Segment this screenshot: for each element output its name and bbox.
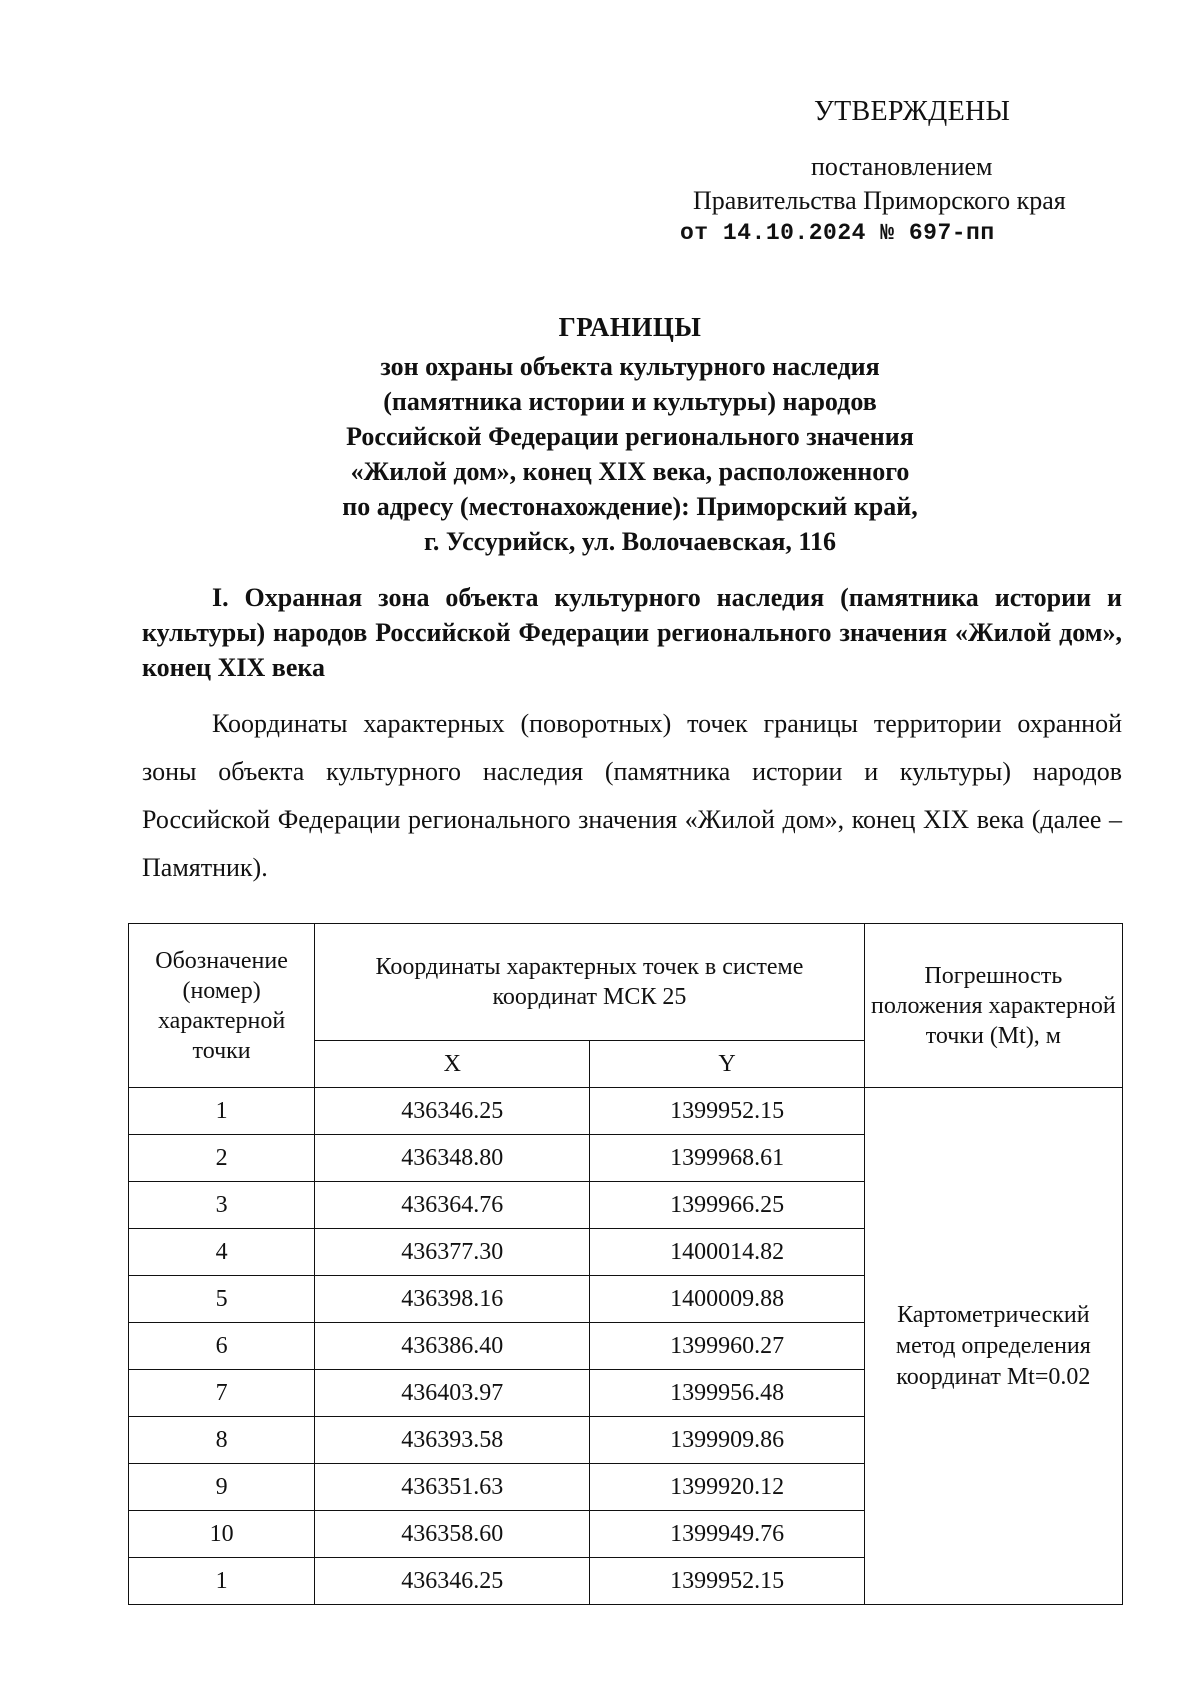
decree-date-number: от 14.10.2024 № 697-пп [680,220,995,246]
cell-x: 436377.30 [315,1229,590,1276]
cell-point: 1 [129,1088,315,1135]
cell-point: 1 [129,1558,315,1605]
cell-point: 3 [129,1182,315,1229]
cell-x: 436351.63 [315,1464,590,1511]
cell-point: 7 [129,1370,315,1417]
cell-x: 436346.25 [315,1558,590,1605]
table-row [129,1088,1123,1135]
cell-x: 436393.58 [315,1417,590,1464]
cell-y: 1400014.82 [590,1229,864,1276]
cell-y: 1399966.25 [590,1182,864,1229]
cell-y: 1399968.61 [590,1135,864,1182]
coordinates-table [128,923,1123,1605]
cell-x: 436386.40 [315,1323,590,1370]
cell-point: 10 [129,1511,315,1558]
approved-label: УТВЕРЖДЕНЫ [814,96,1011,127]
cell-point: 5 [129,1276,315,1323]
government-label: Правительства Приморского края [693,186,1066,215]
cell-x: 436403.97 [315,1370,590,1417]
cell-point: 9 [129,1464,315,1511]
header-x: X [315,1041,590,1088]
cell-y: 1400009.88 [590,1276,864,1323]
header-error: Погрешность положения характерной точки (Mt), м [864,924,1122,1088]
decree-label: постановлением [811,152,993,181]
intro-paragraph: Координаты характерных (поворотных) точек границы территории охранной зоны объекта культурного наследия (памятника истории и культуры) народов Российской Федерации регионального значения «Жилой дом», конец XIX века (далее – Памятник). [142,709,1122,882]
title-line: «Жилой дом», конец XIX века, расположенного [350,457,910,486]
cell-x: 436348.80 [315,1135,590,1182]
cell-point: 8 [129,1417,315,1464]
cell-x: 436398.16 [315,1276,590,1323]
cell-x: 436364.76 [315,1182,590,1229]
cell-x: 436358.60 [315,1511,590,1558]
title-line: (памятника истории и культуры) народов [383,387,877,416]
cell-y: 1399960.27 [590,1323,864,1370]
title-line: зон охраны объекта культурного наследия [380,352,880,381]
cell-y: 1399949.76 [590,1511,864,1558]
cell-x: 436346.25 [315,1088,590,1135]
title-line: по адресу (местонахождение): Приморский край, [342,492,918,521]
header-y: Y [590,1041,864,1088]
document-title: ГРАНИЦЫ [558,312,702,342]
title-line: Российской Федерации регионального значения [346,422,914,451]
cell-y: 1399952.15 [590,1088,864,1135]
cell-point: 6 [129,1323,315,1370]
header-coordinates: Координаты характерных точек в системе координат МСК 25 [315,924,865,1041]
cell-y: 1399920.12 [590,1464,864,1511]
cell-y: 1399909.86 [590,1417,864,1464]
cell-point: 4 [129,1229,315,1276]
document-title-block [140,310,1120,559]
cell-method: Картометрический метод определения координат Mt=0.02 [864,1088,1122,1605]
title-line: г. Уссурийск, ул. Волочаевская, 116 [423,527,836,556]
cell-y: 1399952.15 [590,1558,864,1605]
section-heading: I. Охранная зона объекта культурного наследия (памятника истории и культуры) народов Российской Федерации регионального значения «Жилой дом», конец XIX века [142,583,1122,682]
cell-point: 2 [129,1135,315,1182]
table-header-row [129,924,1123,1041]
header-point: Обозначение (номер) характерной точки [129,924,315,1088]
cell-y: 1399956.48 [590,1370,864,1417]
